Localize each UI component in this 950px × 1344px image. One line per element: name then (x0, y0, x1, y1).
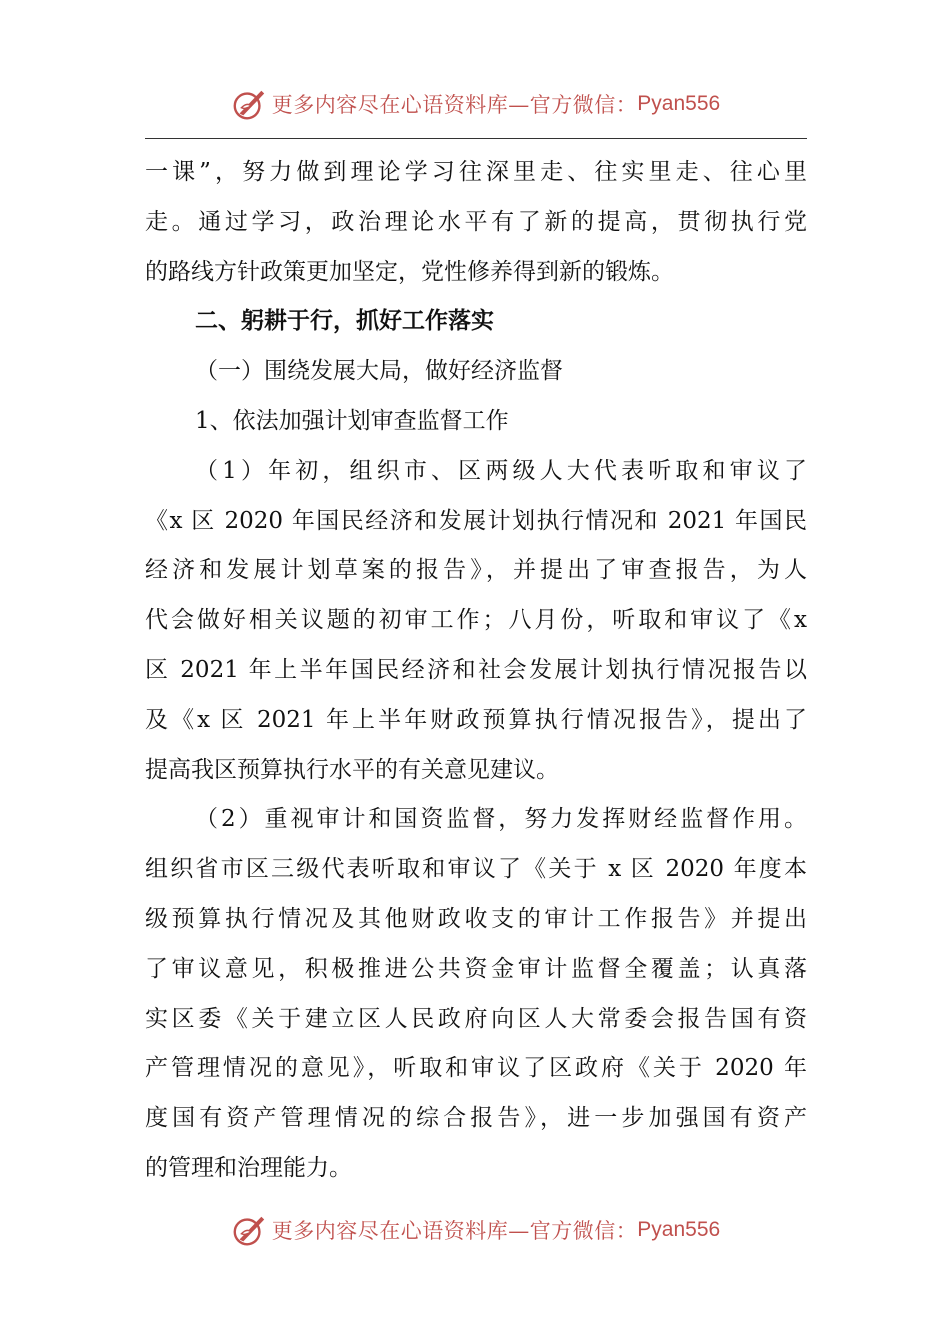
quill-pen-logo-icon (230, 85, 268, 123)
body-line: 代会做好相关议题的初审工作；八月份，听取和审议了《x (145, 607, 807, 634)
banner-account: Pyan556 (637, 1218, 721, 1241)
document-body (145, 148, 807, 1194)
body-line: 度国有资产管理情况的综合报告》，进一步加强国有资产 (145, 1105, 807, 1132)
subsection-heading: （一）围绕发展大局，做好经济监督 (195, 358, 563, 385)
body-line: （1）年初，组织市、区两级人大代表听取和审议了 (195, 457, 807, 484)
body-line: 一课”，努力做到理论学习往深里走、往实里走、往心里 (145, 159, 807, 185)
body-line: 产管理情况的意见》，听取和审议了区政府《关于 2020 年 (145, 1055, 807, 1082)
banner-text: 更多内容尽在心语资料库—官方微信： (271, 1219, 638, 1243)
body-line: 组织省市区三级代表听取和审议了《关于 x 区 2020 年度本 (145, 856, 807, 883)
body-line: 的路线方针政策更加坚定，党性修养得到新的锻炼。 (145, 258, 674, 285)
body-line: 经济和发展计划草案的报告》，并提出了审查报告，为人 (145, 557, 807, 584)
item-heading: 1、依法加强计划审查监督工作 (195, 407, 509, 434)
section-heading: 二、躬耕于行，抓好工作落实 (195, 308, 494, 335)
body-line: 级预算执行情况及其他财政收支的审计工作报告》并提出 (145, 905, 807, 932)
body-line: 实区委《关于建立区人民政府向区人大常委会报告国有资 (145, 1005, 807, 1032)
banner-text: 更多内容尽在心语资料库—官方微信： (271, 93, 638, 117)
footer-banner (0, 1208, 950, 1252)
body-line: 及《x 区 2021 年上半年财政预算执行情况报告》，提出了 (145, 706, 807, 733)
body-line: 区 2021 年上半年国民经济和社会发展计划执行情况报告以 (145, 656, 807, 683)
body-line: 提高我区预算执行水平的有关意见建议。 (145, 756, 559, 783)
header-banner (0, 82, 950, 126)
body-line: 走。通过学习，政治理论水平有了新的提高，贯彻执行党 (145, 208, 807, 235)
banner-account: Pyan556 (637, 92, 721, 115)
body-line: 《x 区 2020 年国民经济和发展计划执行情况和 2021 年国民 (145, 507, 807, 534)
quill-pen-logo-icon (230, 1211, 268, 1249)
body-line: 了审议意见，积极推进公共资金审计监督全覆盖；认真落 (145, 955, 807, 982)
header-rule (145, 138, 807, 139)
body-line: 的管理和治理能力。 (145, 1154, 352, 1181)
body-line: （2）重视审计和国资监督，努力发挥财经监督作用。 (195, 806, 807, 833)
